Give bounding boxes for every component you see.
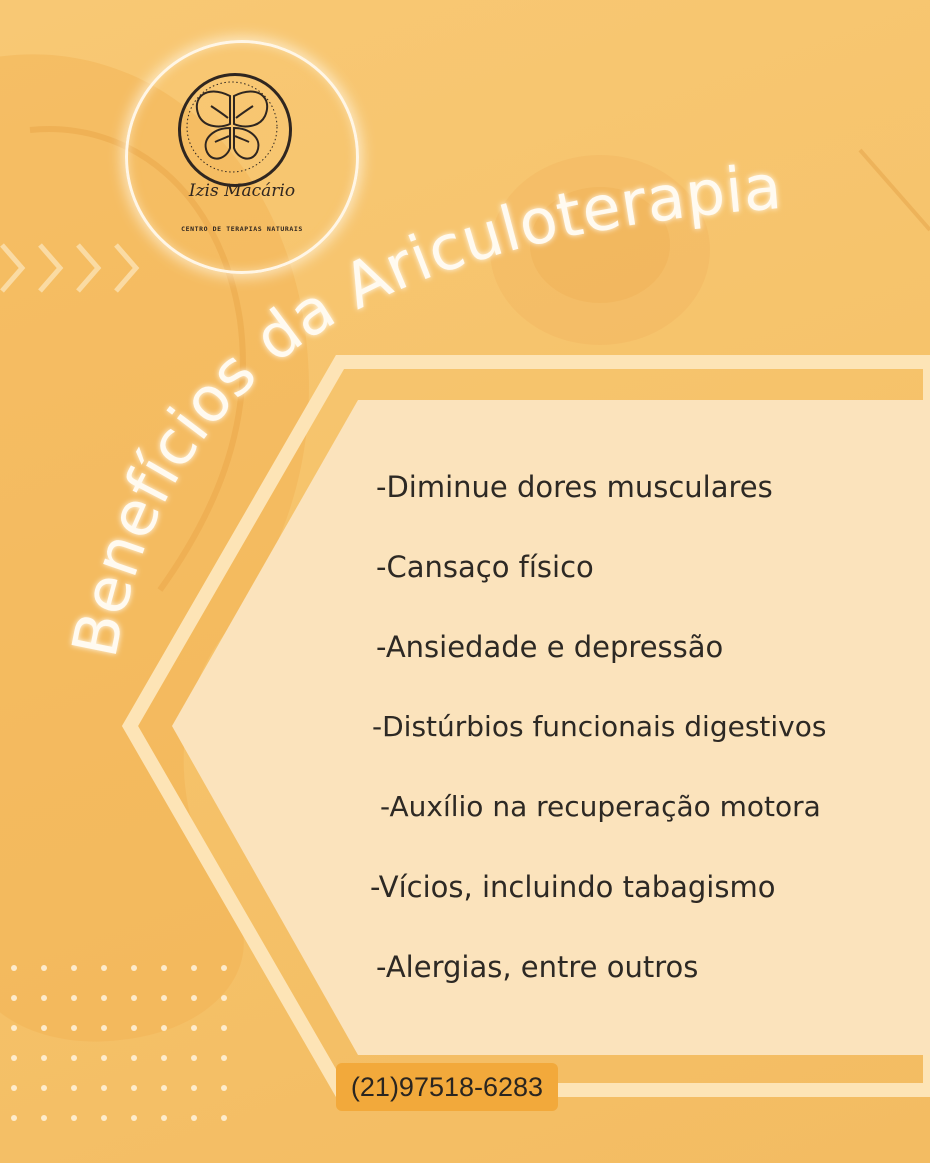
benefit-item: -Auxílio na recuperação motora (380, 790, 821, 823)
benefit-item: -Alergias, entre outros (376, 950, 699, 984)
phone-number[interactable]: (21)97518-6283 (350, 1072, 544, 1102)
benefit-item: -Cansaço físico (376, 550, 594, 584)
benefit-item: -Vícios, incluindo tabagismo (370, 870, 776, 904)
phone-badge[interactable] (336, 1063, 558, 1111)
benefit-item: -Distúrbios funcionais digestivos (372, 710, 827, 743)
page-title: Benefícios da Ariculoterapia (57, 149, 785, 663)
benefit-item: -Ansiedade e depressão (376, 630, 724, 664)
benefit-item: -Diminue dores musculares (376, 470, 773, 504)
svg-text:Benefícios da Ariculoterapia (58, 150, 785, 663)
logo-tagline: CENTRO DE TERAPIAS NATURAIS (181, 225, 303, 233)
logo-name: Izis Macário (188, 181, 296, 201)
